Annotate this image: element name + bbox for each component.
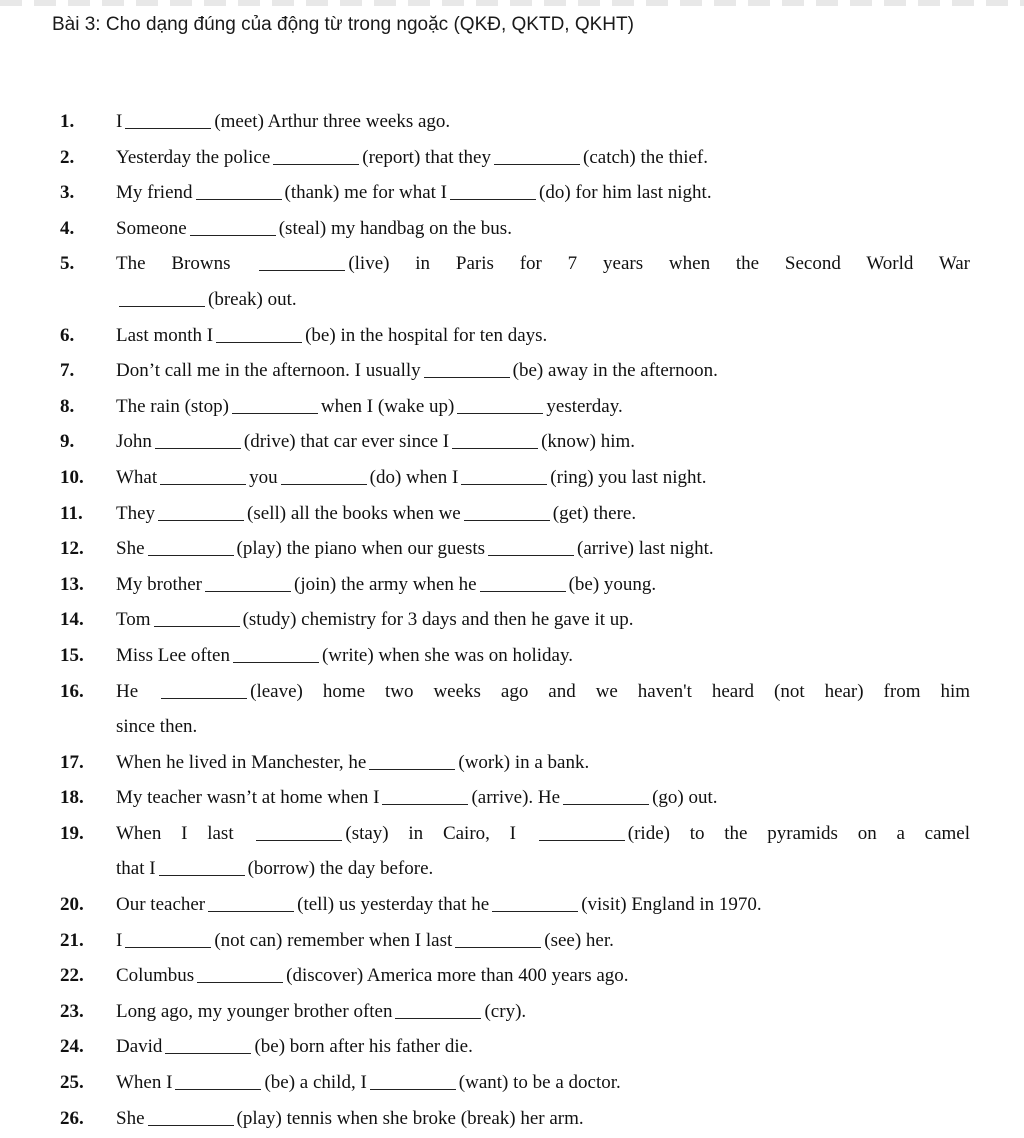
sentence-fragment: (be) born after his father die. xyxy=(254,1036,473,1058)
sentence-fragment: (report) that they xyxy=(362,146,491,168)
sentence-fragment: (get) there. xyxy=(552,502,637,524)
item-number: 17. xyxy=(60,751,84,773)
sentence-fragment: (work) in a bank. xyxy=(458,751,590,773)
sentence-fragment: (cry). xyxy=(484,1000,527,1022)
sentence-fragment: (discover) America more than 400 years ago. xyxy=(286,965,629,987)
item-sentence xyxy=(116,1029,970,1065)
exercise-item xyxy=(60,460,970,496)
answer-blank[interactable] xyxy=(216,341,302,343)
exercise-item xyxy=(60,745,970,781)
answer-blank[interactable] xyxy=(281,483,367,485)
item-sentence xyxy=(116,496,970,532)
sentence-fragment: Columbus xyxy=(116,965,195,987)
sentence-fragment: Our teacher xyxy=(116,894,206,916)
answer-blank[interactable] xyxy=(457,412,543,414)
answer-blank[interactable] xyxy=(159,874,245,876)
sentence-fragment: Tom xyxy=(116,609,151,631)
sentence-fragment: yesterday. xyxy=(546,395,623,417)
exercise-list xyxy=(60,104,970,1136)
exercise-item xyxy=(60,104,970,140)
sentence-fragment: (be) away in the afternoon. xyxy=(512,360,718,382)
sentence-fragment: (meet) Arthur three weeks ago. xyxy=(214,111,451,132)
item-sentence xyxy=(116,638,970,674)
exercise-item-continuation xyxy=(60,709,970,745)
sentence-fragment: John xyxy=(116,431,152,453)
exercise-item xyxy=(60,674,970,710)
answer-blank[interactable] xyxy=(464,519,550,521)
sentence-fragment: My friend xyxy=(116,182,193,204)
item-sentence xyxy=(116,389,970,425)
sentence-fragment: I xyxy=(116,929,123,951)
sentence-fragment: (ride) to the pyramids on a camel xyxy=(627,822,970,844)
sentence-fragment: Yesterday the police xyxy=(116,146,271,168)
answer-blank[interactable] xyxy=(455,946,541,948)
sentence-fragment: (be) in the hospital for ten days. xyxy=(305,324,548,346)
item-sentence xyxy=(116,531,970,567)
answer-blank[interactable] xyxy=(492,910,578,912)
item-number: 11. xyxy=(60,502,83,524)
exercise-item xyxy=(60,958,970,994)
exercise-item xyxy=(60,1029,970,1065)
item-sentence xyxy=(116,140,970,176)
item-sentence xyxy=(116,460,970,496)
sentence-fragment: When I last xyxy=(116,822,234,844)
sentence-fragment: (arrive) last night. xyxy=(577,538,714,560)
exercise-item xyxy=(60,602,970,638)
answer-blank[interactable] xyxy=(190,234,276,236)
answer-blank[interactable] xyxy=(125,946,211,948)
sentence-fragment: They xyxy=(116,502,156,524)
answer-blank[interactable] xyxy=(424,376,510,378)
sentence-fragment: (play) tennis when she broke (break) her arm. xyxy=(236,1107,584,1129)
exercise-item xyxy=(60,389,970,425)
sentence-fragment: I xyxy=(116,111,123,132)
item-sentence xyxy=(116,246,970,282)
sentence-fragment: (not can) remember when I last xyxy=(214,929,453,951)
sentence-fragment: What xyxy=(116,466,158,488)
sentence-fragment: The Browns xyxy=(116,253,231,275)
sentence-fragment: (sell) all the books when we xyxy=(247,502,461,524)
answer-blank[interactable] xyxy=(233,661,319,663)
item-number: 1. xyxy=(60,111,75,132)
item-number: 6. xyxy=(60,324,75,346)
sentence-fragment: (do) when I xyxy=(369,466,459,488)
answer-blank[interactable] xyxy=(232,412,318,414)
answer-blank[interactable] xyxy=(205,590,291,592)
answer-blank[interactable] xyxy=(196,198,282,200)
sentence-fragment: when I (wake up) xyxy=(320,395,455,417)
sentence-fragment: (do) for him last night. xyxy=(539,182,712,204)
sentence-fragment: (be) young. xyxy=(568,573,657,595)
sentence-fragment: She xyxy=(116,1107,145,1129)
item-sentence xyxy=(116,353,970,389)
answer-blank[interactable] xyxy=(273,163,359,165)
item-sentence xyxy=(116,887,970,923)
item-number: 7. xyxy=(60,360,75,382)
item-sentence xyxy=(116,958,970,994)
sentence-fragment: (be) a child, I xyxy=(264,1072,367,1094)
answer-blank[interactable] xyxy=(370,1088,456,1090)
answer-blank[interactable] xyxy=(119,305,205,307)
sentence-fragment: (visit) England in 1970. xyxy=(581,894,762,916)
item-number: 18. xyxy=(60,787,84,809)
sentence-fragment: Don’t call me in the afternoon. I usually xyxy=(116,360,421,382)
sentence-fragment: Miss Lee often xyxy=(116,644,230,666)
item-sentence xyxy=(116,1065,970,1101)
sentence-fragment: When he lived in Manchester, he xyxy=(116,751,367,773)
sentence-fragment: (drive) that car ever since I xyxy=(243,431,450,453)
item-sentence xyxy=(116,1101,970,1137)
exercise-item xyxy=(60,140,970,176)
exercise-item xyxy=(60,638,970,674)
answer-blank[interactable] xyxy=(539,839,625,841)
item-sentence xyxy=(116,923,970,959)
answer-blank[interactable] xyxy=(155,447,241,449)
sentence-fragment: My brother xyxy=(116,573,203,595)
exercise-item xyxy=(60,887,970,923)
item-number: 24. xyxy=(60,1036,84,1058)
answer-blank[interactable] xyxy=(158,519,244,521)
exercise-item xyxy=(60,318,970,354)
answer-blank[interactable] xyxy=(494,163,580,165)
sentence-fragment: (play) the piano when our guests xyxy=(236,538,486,560)
sentence-fragment: (borrow) the day before. xyxy=(247,858,434,880)
item-number: 9. xyxy=(60,431,75,453)
item-sentence xyxy=(116,816,970,852)
answer-blank[interactable] xyxy=(461,483,547,485)
sentence-fragment: She xyxy=(116,538,145,560)
answer-blank[interactable] xyxy=(154,625,240,627)
exercise-item xyxy=(60,816,970,852)
item-sentence xyxy=(116,780,970,816)
exercise-item xyxy=(60,424,970,460)
exercise-item-continuation xyxy=(60,851,970,887)
exercise-item xyxy=(60,780,970,816)
sentence-fragment: (arrive). He xyxy=(471,787,561,809)
sentence-fragment: My teacher wasn’t at home when I xyxy=(116,787,380,809)
sentence-fragment: (see) her. xyxy=(544,929,614,951)
sentence-fragment: Someone xyxy=(116,217,187,239)
answer-blank[interactable] xyxy=(563,803,649,805)
item-number: 12. xyxy=(60,538,84,560)
item-sentence xyxy=(116,994,970,1030)
exercise-item xyxy=(60,1065,970,1101)
sentence-fragment: (catch) the thief. xyxy=(583,146,709,168)
sentence-fragment: Last month I xyxy=(116,324,214,346)
answer-blank[interactable] xyxy=(488,554,574,556)
answer-blank[interactable] xyxy=(161,697,247,699)
item-number: 22. xyxy=(60,965,84,987)
item-number: 13. xyxy=(60,573,84,595)
exercise-title: Bài 3: Cho dạng đúng của động từ trong ngoặc (QKĐ, QKTD, QKHT) xyxy=(52,14,634,35)
exercise-item xyxy=(60,496,970,532)
sentence-fragment: since then. xyxy=(116,716,198,738)
item-number: 3. xyxy=(60,182,75,204)
exercise-item xyxy=(60,246,970,282)
sentence-fragment: (thank) me for what I xyxy=(284,182,448,204)
item-number: 25. xyxy=(60,1072,84,1094)
answer-blank[interactable] xyxy=(125,127,211,129)
answer-blank[interactable] xyxy=(175,1088,261,1090)
sentence-fragment: (live) in Paris for 7 years when the Second World War xyxy=(348,253,970,275)
item-sentence xyxy=(116,175,970,211)
answer-blank[interactable] xyxy=(256,839,342,841)
answer-blank[interactable] xyxy=(452,447,538,449)
sentence-fragment: David xyxy=(116,1036,163,1058)
item-sentence xyxy=(116,424,970,460)
item-number: 5. xyxy=(60,253,75,275)
sentence-fragment: that I xyxy=(116,858,156,880)
item-number: 21. xyxy=(60,929,84,951)
sentence-fragment: (steal) my handbag on the bus. xyxy=(278,217,512,239)
sentence-fragment: (go) out. xyxy=(652,787,718,809)
answer-blank[interactable] xyxy=(197,981,283,983)
answer-blank[interactable] xyxy=(382,803,468,805)
item-number: 14. xyxy=(60,609,84,631)
exercise-item-continuation xyxy=(60,282,970,318)
answer-blank[interactable] xyxy=(450,198,536,200)
sentence-fragment: (want) to be a doctor. xyxy=(458,1072,621,1094)
sentence-fragment: (leave) home two weeks ago and we haven't heard (not hear) from him xyxy=(250,680,970,702)
answer-blank[interactable] xyxy=(165,1052,251,1054)
exercise-item xyxy=(60,211,970,247)
item-number: 16. xyxy=(60,680,84,702)
answer-blank[interactable] xyxy=(480,590,566,592)
exercise-item xyxy=(60,923,970,959)
item-number: 23. xyxy=(60,1000,84,1022)
sentence-fragment: The rain (stop) xyxy=(116,395,229,417)
item-sentence xyxy=(116,282,970,318)
exercise-item xyxy=(60,353,970,389)
sentence-fragment: (break) out. xyxy=(208,288,297,310)
item-number: 26. xyxy=(60,1107,84,1129)
item-number: 4. xyxy=(60,217,75,239)
item-sentence xyxy=(116,318,970,354)
item-number: 10. xyxy=(60,466,84,488)
answer-blank[interactable] xyxy=(160,483,246,485)
answer-blank[interactable] xyxy=(208,910,294,912)
sentence-fragment: (write) when she was on holiday. xyxy=(321,644,573,666)
exercise-item xyxy=(60,567,970,603)
item-sentence xyxy=(116,567,970,603)
sentence-fragment: (study) chemistry for 3 days and then he gave it up. xyxy=(242,609,634,631)
sentence-fragment: (stay) in Cairo, I xyxy=(345,822,516,844)
item-number: 8. xyxy=(60,395,75,417)
answer-blank[interactable] xyxy=(369,768,455,770)
item-sentence xyxy=(116,709,970,745)
sentence-fragment: Long ago, my younger brother often xyxy=(116,1000,393,1022)
sentence-fragment: (tell) us yesterday that he xyxy=(297,894,490,916)
item-sentence xyxy=(116,674,970,710)
item-sentence xyxy=(116,851,970,887)
exercise-item xyxy=(60,175,970,211)
exercise-item xyxy=(60,1101,970,1137)
item-number: 20. xyxy=(60,894,84,916)
item-number: 19. xyxy=(60,822,84,844)
item-sentence xyxy=(116,104,970,140)
answer-blank[interactable] xyxy=(148,554,234,556)
cropped-text-edge xyxy=(0,0,1024,6)
answer-blank[interactable] xyxy=(395,1017,481,1019)
exercise-item xyxy=(60,531,970,567)
sentence-fragment: When I xyxy=(116,1072,173,1094)
sentence-fragment: (join) the army when he xyxy=(294,573,477,595)
item-sentence xyxy=(116,602,970,638)
item-sentence xyxy=(116,745,970,781)
sentence-fragment: you xyxy=(249,466,278,488)
answer-blank[interactable] xyxy=(148,1124,234,1126)
answer-blank[interactable] xyxy=(259,269,345,271)
sentence-fragment: (know) him. xyxy=(541,431,636,453)
sentence-fragment: He xyxy=(116,680,139,702)
item-sentence xyxy=(116,211,970,247)
sentence-fragment: (ring) you last night. xyxy=(550,466,707,488)
exercise-item xyxy=(60,994,970,1030)
item-number: 15. xyxy=(60,644,84,666)
item-number: 2. xyxy=(60,146,75,168)
